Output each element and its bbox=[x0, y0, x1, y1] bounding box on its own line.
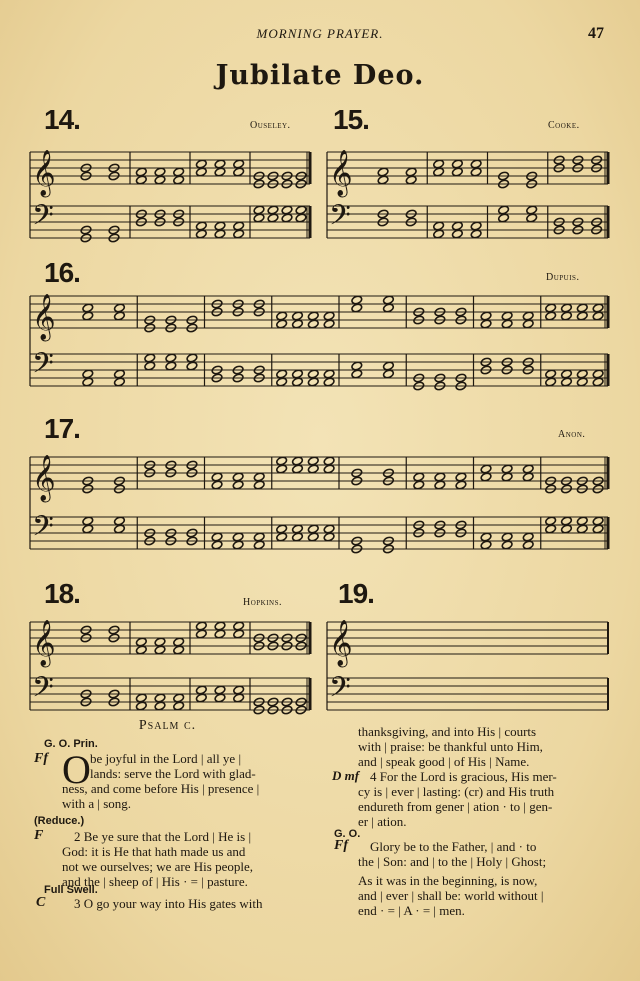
verse-line: endureth from gener | ation · to | gen- bbox=[358, 799, 553, 814]
chant-number-14: 14. bbox=[44, 104, 80, 135]
note-head bbox=[292, 532, 304, 542]
note-head bbox=[173, 701, 185, 711]
note-head bbox=[233, 685, 245, 695]
note-head bbox=[233, 167, 245, 177]
note-head bbox=[253, 540, 265, 550]
composer-15: Cooke. bbox=[548, 120, 580, 131]
note-head bbox=[253, 472, 265, 482]
note-head bbox=[522, 464, 534, 474]
note-head bbox=[307, 377, 319, 387]
note-head bbox=[561, 311, 573, 321]
verse-line: lands: serve the Lord with glad- bbox=[90, 766, 256, 781]
note-head bbox=[576, 377, 588, 387]
verse-line: and the | sheep of | His · = | pasture. bbox=[62, 874, 248, 889]
note-head bbox=[214, 159, 226, 169]
page-number: 47 bbox=[588, 25, 604, 42]
note-head bbox=[561, 516, 573, 526]
note-head bbox=[214, 229, 226, 239]
note-head bbox=[214, 629, 226, 639]
note-head bbox=[323, 532, 335, 542]
verse-line: God: it is He that hath made us and bbox=[62, 844, 246, 859]
note-head bbox=[323, 311, 335, 321]
note-head bbox=[173, 693, 185, 703]
note-head bbox=[211, 480, 223, 490]
note-head bbox=[154, 645, 166, 655]
note-head bbox=[501, 472, 513, 482]
note-head bbox=[526, 205, 538, 215]
note-head bbox=[323, 319, 335, 329]
note-head bbox=[470, 159, 482, 169]
note-head bbox=[522, 319, 534, 329]
note-head bbox=[307, 524, 319, 534]
note-head bbox=[413, 480, 425, 490]
note-head bbox=[470, 167, 482, 177]
section-title: Jubilate Deo. bbox=[215, 60, 425, 91]
note-head bbox=[405, 175, 417, 185]
note-head bbox=[295, 205, 307, 215]
bass-clef: 𝄢 bbox=[32, 671, 54, 711]
note-head bbox=[480, 540, 492, 550]
composer-17: Anon. bbox=[558, 429, 586, 440]
note-head bbox=[522, 532, 534, 542]
note-head bbox=[545, 377, 557, 387]
note-head bbox=[233, 693, 245, 703]
note-head bbox=[561, 303, 573, 313]
note-head bbox=[292, 524, 304, 534]
note-head bbox=[545, 303, 557, 313]
verse-line: er | ation. bbox=[358, 814, 407, 829]
bass-clef: 𝄢 bbox=[32, 510, 54, 550]
chant-number-19: 19. bbox=[338, 578, 374, 609]
note-head bbox=[214, 685, 226, 695]
chant-number-17: 17. bbox=[44, 413, 80, 444]
note-head bbox=[276, 464, 288, 474]
note-head bbox=[135, 637, 147, 647]
note-head bbox=[276, 369, 288, 379]
treble-clef: 𝄞 bbox=[32, 294, 56, 340]
note-head bbox=[522, 472, 534, 482]
note-head bbox=[526, 213, 538, 223]
note-head bbox=[135, 645, 147, 655]
note-head bbox=[592, 377, 604, 387]
note-head bbox=[433, 229, 445, 239]
note-head bbox=[173, 637, 185, 647]
note-head bbox=[433, 167, 445, 177]
note-head bbox=[592, 311, 604, 321]
note-head bbox=[545, 311, 557, 321]
dynamic-marking: F bbox=[34, 828, 44, 843]
note-head bbox=[154, 637, 166, 647]
verse-line: be joyful in the Lord | all ye | bbox=[90, 751, 242, 766]
note-head bbox=[186, 361, 198, 371]
note-head bbox=[214, 693, 226, 703]
note-head bbox=[351, 295, 363, 305]
note-head bbox=[413, 472, 425, 482]
note-head bbox=[501, 311, 513, 321]
note-head bbox=[144, 361, 156, 371]
note-head bbox=[501, 319, 513, 329]
note-head bbox=[154, 701, 166, 711]
bass-clef: 𝄢 bbox=[329, 671, 351, 711]
chant-number-15: 15. bbox=[333, 104, 369, 135]
note-head bbox=[307, 369, 319, 379]
verse-line: 4 For the Lord is gracious, His mer- bbox=[370, 769, 557, 784]
note-head bbox=[351, 303, 363, 313]
note-head bbox=[501, 464, 513, 474]
note-head bbox=[173, 167, 185, 177]
composer-16: Dupuis. bbox=[546, 272, 580, 283]
note-head bbox=[498, 205, 510, 215]
note-head bbox=[281, 213, 293, 223]
note-head bbox=[307, 464, 319, 474]
note-head bbox=[195, 167, 207, 177]
note-head bbox=[545, 524, 557, 534]
note-head bbox=[295, 213, 307, 223]
verse-line: thanksgiving, and into His | courts bbox=[358, 724, 537, 739]
note-head bbox=[576, 303, 588, 313]
note-head bbox=[501, 540, 513, 550]
note-head bbox=[195, 159, 207, 169]
note-head bbox=[211, 472, 223, 482]
note-head bbox=[173, 645, 185, 655]
note-head bbox=[383, 303, 395, 313]
note-head bbox=[377, 175, 389, 185]
registration-marking: G. O. bbox=[334, 828, 361, 840]
registration-marking: G. O. Prin. bbox=[44, 738, 98, 750]
drop-cap: O bbox=[62, 747, 91, 792]
note-head bbox=[377, 167, 389, 177]
chant-number-16: 16. bbox=[44, 257, 80, 288]
note-head bbox=[480, 311, 492, 321]
treble-clef: 𝄞 bbox=[32, 150, 56, 196]
note-head bbox=[452, 221, 464, 231]
verse-line: Glory be to the Father, | and · to bbox=[370, 839, 537, 854]
note-head bbox=[592, 303, 604, 313]
note-head bbox=[323, 464, 335, 474]
note-head bbox=[232, 532, 244, 542]
note-head bbox=[195, 693, 207, 703]
note-head bbox=[470, 229, 482, 239]
note-head bbox=[233, 229, 245, 239]
note-head bbox=[323, 369, 335, 379]
note-head bbox=[276, 319, 288, 329]
note-head bbox=[135, 693, 147, 703]
note-head bbox=[114, 516, 126, 526]
verse-line: the | Son: and | to the | Holy | Ghost; bbox=[358, 854, 547, 869]
chant-number-18: 18. bbox=[44, 578, 80, 609]
note-head bbox=[114, 524, 126, 534]
verse-line: and | speak good | of His | Name. bbox=[358, 754, 530, 769]
psalm-title: Psalm c. bbox=[138, 718, 197, 733]
verse-line: with a | song. bbox=[62, 796, 132, 811]
note-head bbox=[434, 472, 446, 482]
verse-line: 2 Be ye sure that the Lord | He is | bbox=[74, 829, 252, 844]
note-head bbox=[253, 532, 265, 542]
note-head bbox=[434, 480, 446, 490]
dynamic-marking: Ff bbox=[34, 751, 48, 766]
note-head bbox=[498, 213, 510, 223]
bass-clef: 𝄢 bbox=[32, 347, 54, 387]
dynamic-marking: D mf bbox=[332, 768, 360, 783]
note-head bbox=[114, 303, 126, 313]
note-head bbox=[165, 353, 177, 363]
verse-line: and | ever | shall be: world without | bbox=[358, 888, 544, 903]
note-head bbox=[195, 621, 207, 631]
note-head bbox=[82, 311, 94, 321]
note-head bbox=[154, 167, 166, 177]
note-head bbox=[323, 524, 335, 534]
note-head bbox=[292, 464, 304, 474]
note-head bbox=[233, 221, 245, 231]
note-head bbox=[351, 369, 363, 379]
treble-clef: 𝄞 bbox=[329, 620, 353, 666]
note-head bbox=[433, 159, 445, 169]
note-head bbox=[82, 516, 94, 526]
registration-marking: Full Swell. bbox=[44, 884, 98, 896]
note-head bbox=[576, 516, 588, 526]
note-head bbox=[253, 205, 265, 215]
note-head bbox=[135, 167, 147, 177]
note-head bbox=[173, 175, 185, 185]
note-head bbox=[592, 369, 604, 379]
note-head bbox=[307, 532, 319, 542]
note-head bbox=[232, 472, 244, 482]
note-head bbox=[211, 532, 223, 542]
note-head bbox=[480, 464, 492, 474]
note-head bbox=[576, 311, 588, 321]
note-head bbox=[592, 524, 604, 534]
treble-clef: 𝄞 bbox=[32, 455, 56, 501]
registration-marking: (Reduce.) bbox=[34, 815, 85, 827]
note-head bbox=[253, 480, 265, 490]
note-head bbox=[452, 159, 464, 169]
treble-clef: 𝄞 bbox=[32, 620, 56, 666]
note-head bbox=[383, 369, 395, 379]
note-head bbox=[592, 516, 604, 526]
note-head bbox=[292, 369, 304, 379]
note-head bbox=[455, 480, 467, 490]
note-head bbox=[82, 303, 94, 313]
note-head bbox=[307, 319, 319, 329]
note-head bbox=[561, 524, 573, 534]
verse-line: with | praise: be thankful unto Him, bbox=[358, 739, 543, 754]
bass-clef: 𝄢 bbox=[329, 199, 351, 239]
note-head bbox=[576, 369, 588, 379]
note-head bbox=[292, 377, 304, 387]
note-head bbox=[276, 524, 288, 534]
bass-clef: 𝄢 bbox=[32, 199, 54, 239]
note-head bbox=[82, 524, 94, 534]
note-head bbox=[292, 319, 304, 329]
note-head bbox=[383, 361, 395, 371]
note-head bbox=[276, 311, 288, 321]
note-head bbox=[232, 480, 244, 490]
note-head bbox=[233, 159, 245, 169]
note-head bbox=[455, 472, 467, 482]
verse-line: 3 O go your way into His gates with bbox=[74, 896, 263, 911]
note-head bbox=[82, 377, 94, 387]
note-head bbox=[214, 621, 226, 631]
note-head bbox=[405, 167, 417, 177]
note-head bbox=[501, 532, 513, 542]
note-head bbox=[144, 353, 156, 363]
note-head bbox=[154, 693, 166, 703]
note-head bbox=[195, 229, 207, 239]
note-head bbox=[307, 311, 319, 321]
note-head bbox=[452, 229, 464, 239]
note-head bbox=[276, 532, 288, 542]
note-head bbox=[135, 701, 147, 711]
note-head bbox=[253, 213, 265, 223]
note-head bbox=[233, 629, 245, 639]
note-head bbox=[233, 621, 245, 631]
note-head bbox=[323, 456, 335, 466]
note-head bbox=[114, 377, 126, 387]
verse-line: As it was in the beginning, is now, bbox=[358, 873, 538, 888]
note-head bbox=[545, 516, 557, 526]
note-head bbox=[576, 524, 588, 534]
note-head bbox=[480, 532, 492, 542]
note-head bbox=[470, 221, 482, 231]
composer-14: Ouseley. bbox=[250, 120, 291, 131]
note-head bbox=[452, 167, 464, 177]
note-head bbox=[561, 369, 573, 379]
note-head bbox=[211, 540, 223, 550]
dynamic-marking: Ff bbox=[334, 838, 348, 853]
verse-line: not we ourselves; we are His people, bbox=[62, 859, 253, 874]
verse-line: end · = | A · = | men. bbox=[358, 903, 465, 918]
note-head bbox=[545, 369, 557, 379]
note-head bbox=[214, 167, 226, 177]
dynamic-marking: C bbox=[36, 895, 46, 910]
note-head bbox=[114, 369, 126, 379]
note-head bbox=[323, 377, 335, 387]
note-head bbox=[522, 311, 534, 321]
note-head bbox=[276, 456, 288, 466]
verse-line: ness, and come before His | presence | bbox=[62, 781, 260, 796]
note-head bbox=[114, 311, 126, 321]
note-head bbox=[383, 295, 395, 305]
note-head bbox=[82, 369, 94, 379]
note-head bbox=[267, 205, 279, 215]
note-head bbox=[480, 472, 492, 482]
note-head bbox=[154, 175, 166, 185]
running-header: MORNING PRAYER. bbox=[256, 26, 384, 41]
note-head bbox=[351, 361, 363, 371]
note-head bbox=[232, 540, 244, 550]
note-head bbox=[195, 629, 207, 639]
note-head bbox=[195, 685, 207, 695]
note-head bbox=[292, 456, 304, 466]
note-head bbox=[292, 311, 304, 321]
note-head bbox=[480, 319, 492, 329]
note-head bbox=[186, 353, 198, 363]
treble-clef: 𝄞 bbox=[329, 150, 353, 196]
note-head bbox=[135, 175, 147, 185]
note-head bbox=[433, 221, 445, 231]
note-head bbox=[561, 377, 573, 387]
note-head bbox=[165, 361, 177, 371]
note-head bbox=[195, 221, 207, 231]
note-head bbox=[267, 213, 279, 223]
note-head bbox=[276, 377, 288, 387]
verse-line: cy is | ever | lasting: (cr) and His truth bbox=[358, 784, 555, 799]
note-head bbox=[522, 540, 534, 550]
composer-18: Hopkins. bbox=[243, 597, 283, 608]
note-head bbox=[281, 205, 293, 215]
note-head bbox=[214, 221, 226, 231]
note-head bbox=[307, 456, 319, 466]
